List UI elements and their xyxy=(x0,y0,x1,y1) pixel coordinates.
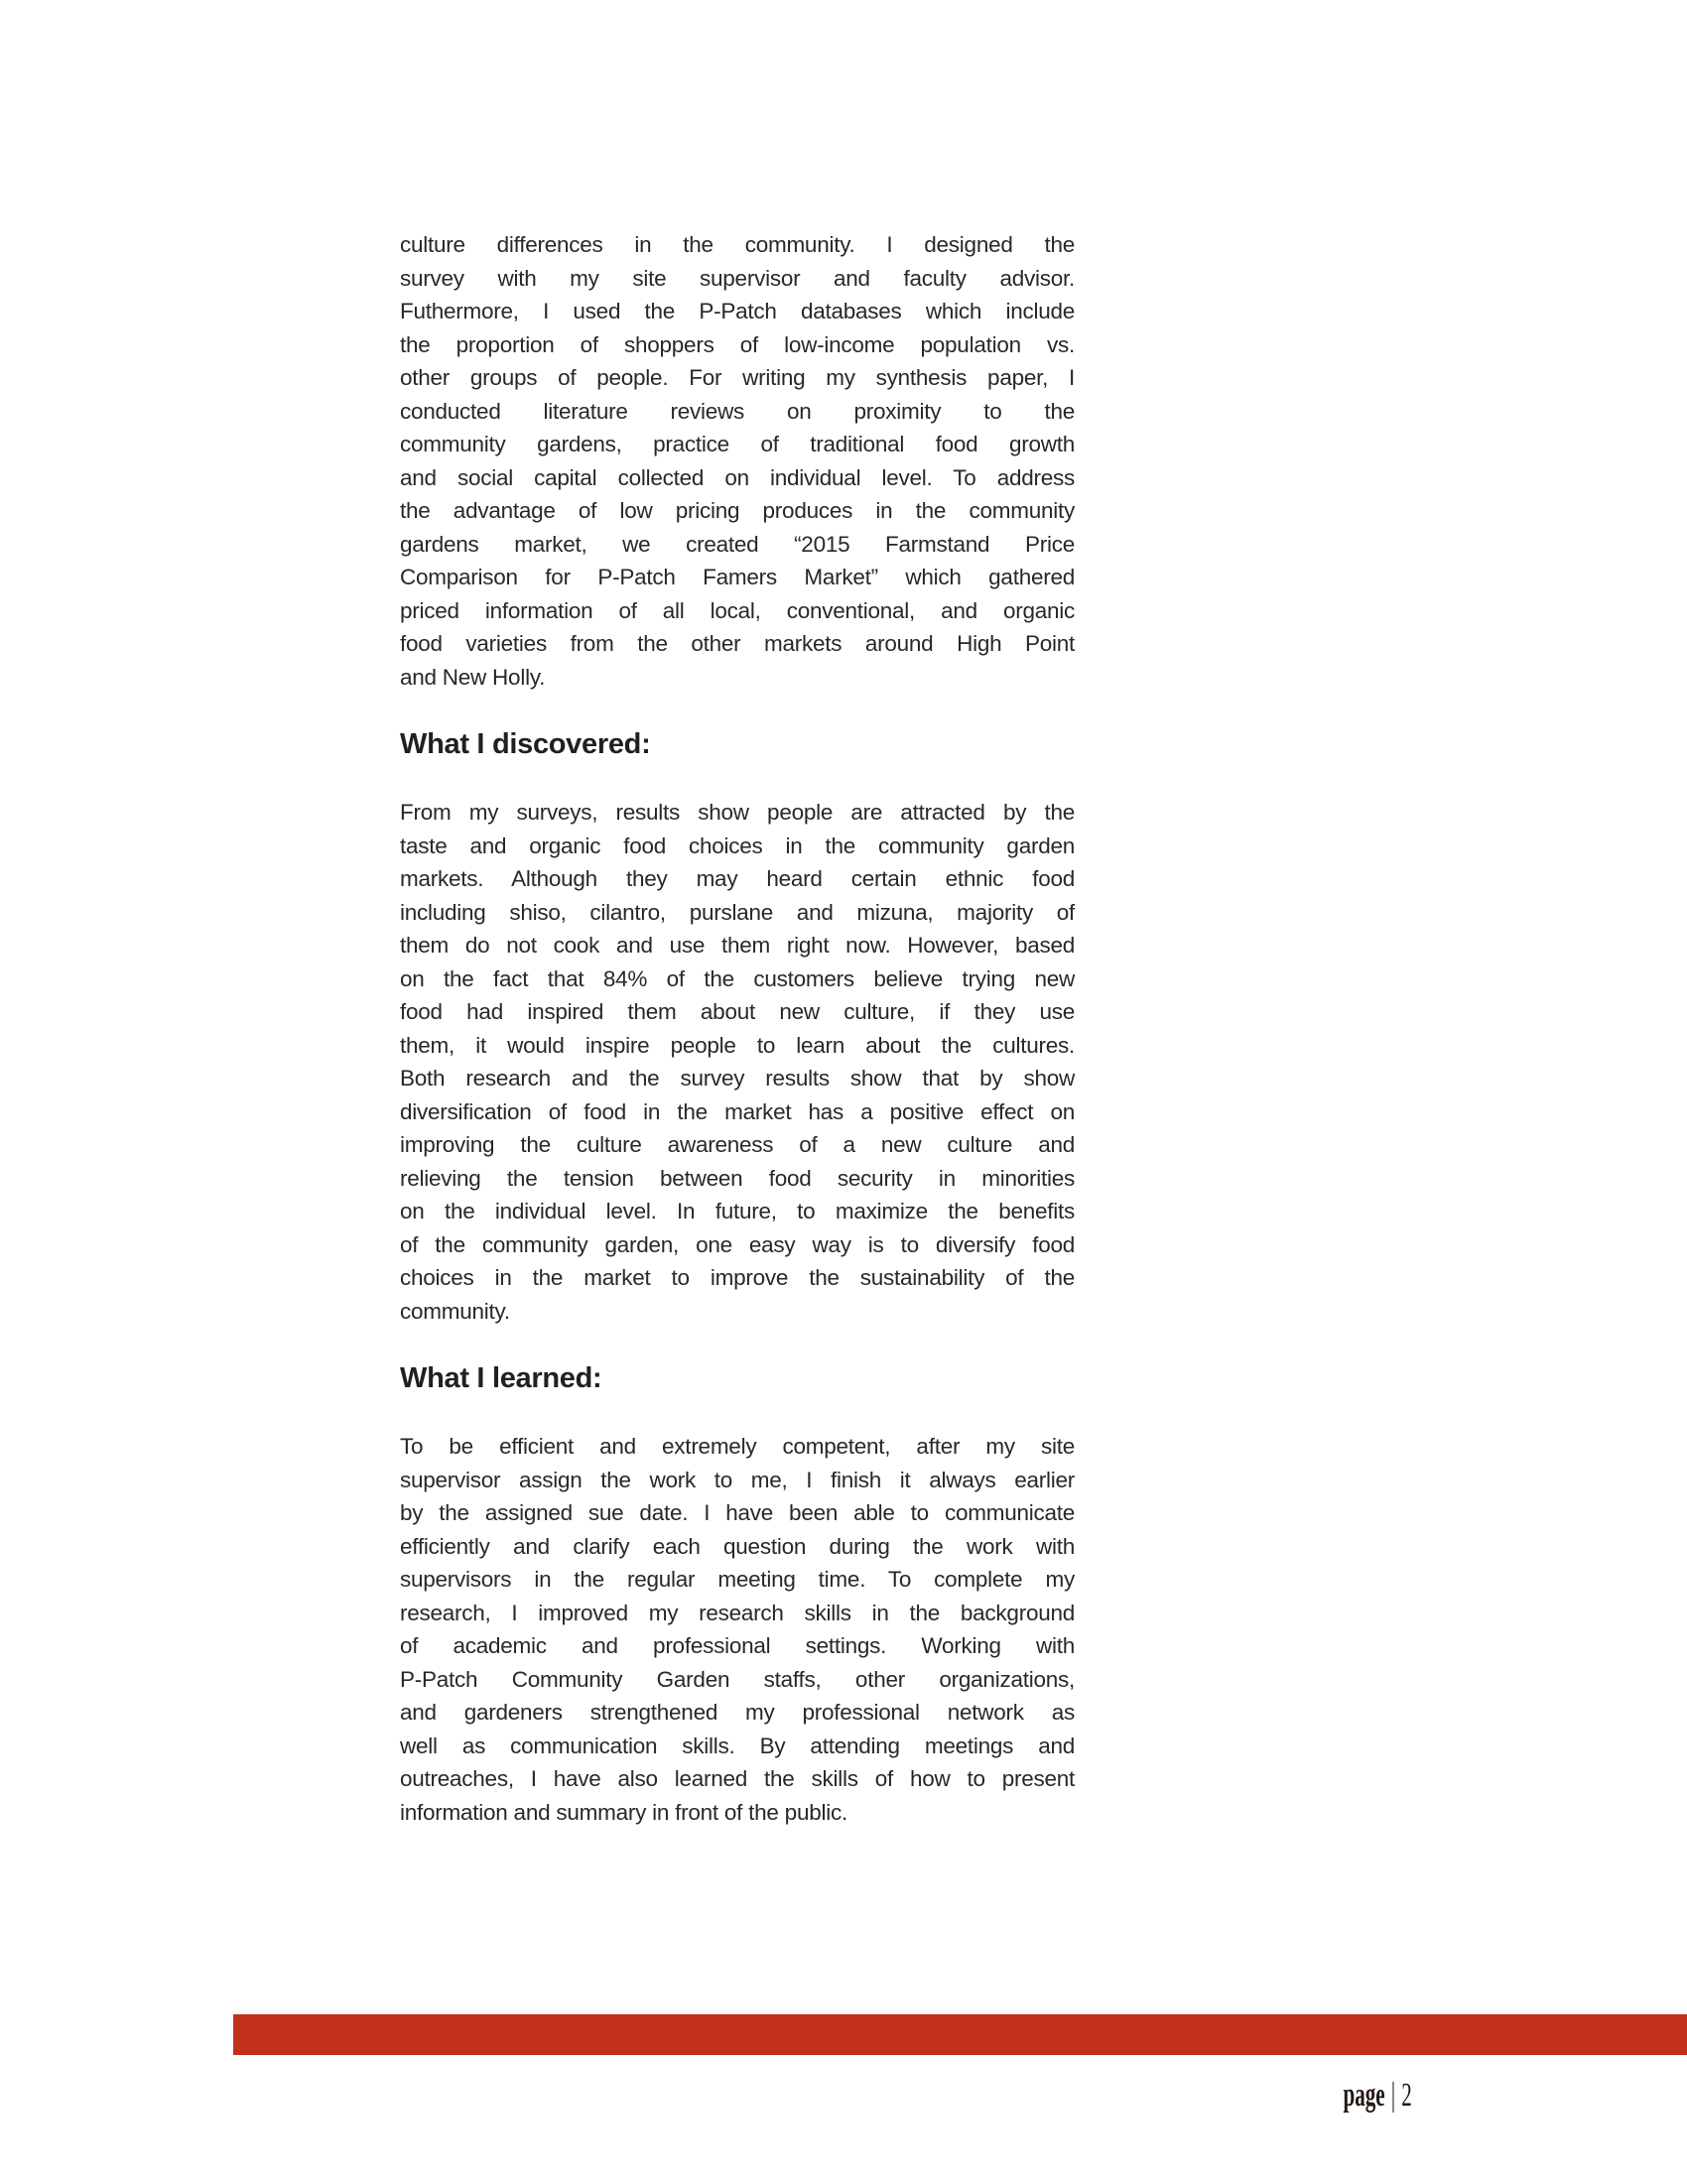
text-line: diversification of food in the market has a positive effect on xyxy=(400,1098,1075,1124)
text-line: food varieties from the other markets around High Point xyxy=(400,631,1075,656)
text-line: culture differences in the community. I designed the xyxy=(400,232,1075,257)
text-line: efficiently and clarify each question during the work with xyxy=(400,1533,1075,1559)
text-line: including shiso, cilantro, purslane and mizuna, majority of xyxy=(400,899,1075,925)
text-line: improving the culture awareness of a new culture and xyxy=(400,1132,1075,1157)
text-line: and gardeners strengthened my professional network as xyxy=(400,1700,1075,1725)
text-line: survey with my site supervisor and faculty advisor. xyxy=(400,265,1075,291)
text-line: the proportion of shoppers of low-income population vs. xyxy=(400,331,1075,357)
footer-page-number: 2 xyxy=(1401,2077,1412,2114)
text-line: Futhermore, I used the P-Patch databases which include xyxy=(400,299,1075,323)
text-line: outreaches, I have also learned the skills of how to present xyxy=(400,1766,1075,1791)
heading-what-i-learned: What I learned: xyxy=(400,1362,602,1394)
page-footer xyxy=(1344,2076,1412,2116)
text-line: community gardens, practice of traditional food growth xyxy=(400,432,1075,456)
text-line: well as communication skills. By attending meetings and xyxy=(400,1733,1075,1758)
text-line: markets. Although they may heard certain ethnic food xyxy=(400,866,1075,891)
text-line: choices in the market to improve the sustainability of the xyxy=(400,1265,1075,1290)
paragraph-what-i-learned xyxy=(400,1430,1075,1829)
text-line: community. xyxy=(400,1298,510,1324)
text-line: supervisor assign the work to me, I finish it always earlier xyxy=(400,1467,1075,1492)
text-line: gardens market, we created “2015 Farmstand Price xyxy=(400,531,1075,557)
footer-page-label: page xyxy=(1343,2077,1385,2114)
text-line: information and summary in front of the public. xyxy=(400,1799,847,1825)
text-line: relieving the tension between food security in minorities xyxy=(400,1165,1075,1191)
text-line: them do not cook and use them right now. However, based xyxy=(400,933,1075,958)
text-line: on the individual level. In future, to maximize the benefits xyxy=(400,1199,1075,1223)
text-line: Comparison for P-Patch Famers Market” which gathered xyxy=(400,565,1075,589)
footer-separator: | xyxy=(1391,2077,1396,2114)
paragraph-methods xyxy=(400,228,1075,694)
text-line: of the community garden, one easy way is to diversify food xyxy=(400,1231,1075,1257)
text-line: of academic and professional settings. Working with xyxy=(400,1633,1075,1658)
text-line: P-Patch Community Garden staffs, other organizations, xyxy=(400,1666,1075,1692)
text-line: Both research and the survey results show that by show xyxy=(400,1066,1075,1091)
text-line: conducted literature reviews on proximity to the xyxy=(400,398,1075,424)
text-line: priced information of all local, conventional, and organic xyxy=(400,597,1075,623)
text-line: them, it would inspire people to learn about the cultures. xyxy=(400,1032,1075,1058)
text-line: by the assigned sue date. I have been able to communicate xyxy=(400,1500,1075,1525)
text-line: supervisors in the regular meeting time. To complete my xyxy=(400,1567,1075,1592)
text-line: From my surveys, results show people are attracted by the xyxy=(400,800,1075,825)
paragraph-what-i-discovered xyxy=(400,796,1075,1328)
text-line: research, I improved my research skills in the background xyxy=(400,1600,1075,1625)
text-line: food had inspired them about new culture, if they use xyxy=(400,999,1075,1024)
text-line: the advantage of low pricing produces in the community xyxy=(400,498,1075,523)
text-line: To be efficient and extremely competent, after my site xyxy=(400,1434,1075,1459)
footer-accent-bar xyxy=(233,2014,1687,2055)
text-line: on the fact that 84% of the customers believe trying new xyxy=(400,965,1075,991)
text-line: taste and organic food choices in the community garden xyxy=(400,833,1075,858)
text-line: and New Holly. xyxy=(400,664,546,690)
heading-what-i-discovered: What I discovered: xyxy=(400,728,651,760)
text-line: and social capital collected on individual level. To address xyxy=(400,464,1075,490)
text-line: other groups of people. For writing my synthesis paper, I xyxy=(400,365,1075,390)
